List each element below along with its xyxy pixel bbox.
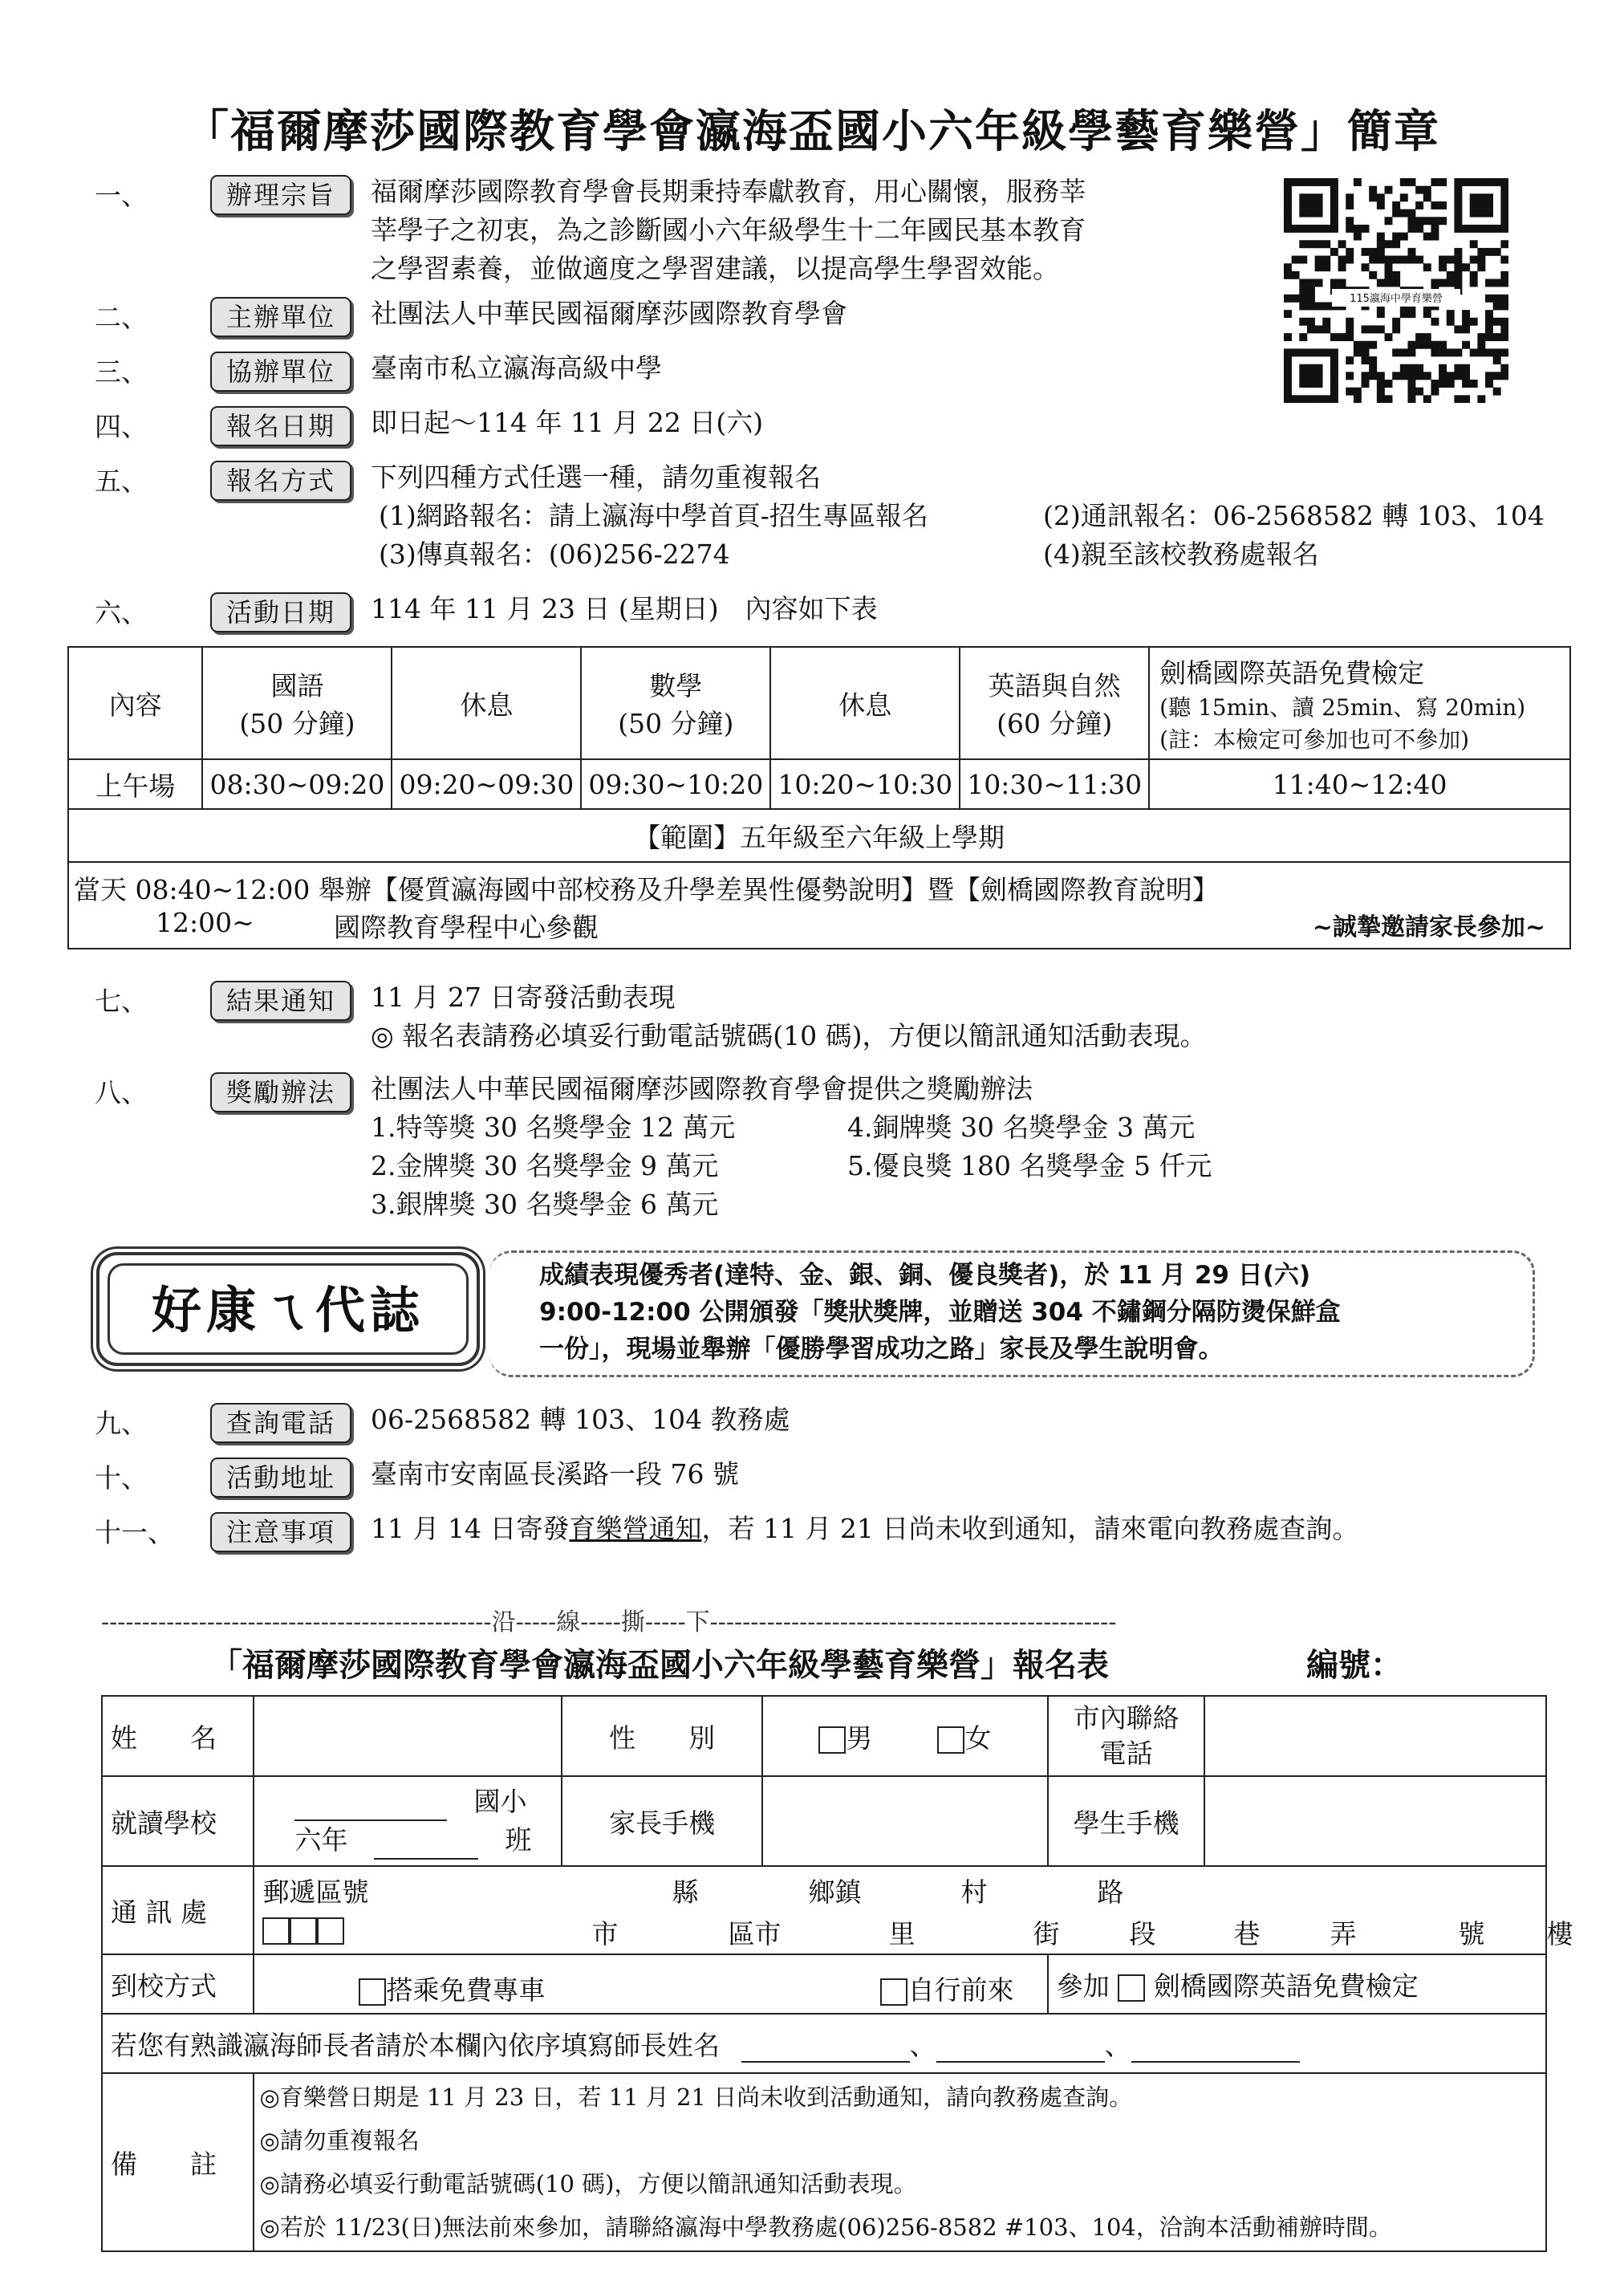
teacher-name-blank[interactable] [1131,2061,1300,2063]
schedule-col-break-2 [770,647,960,759]
separator: 、 [1104,2029,1131,2061]
col-duration: (50 分鐘) [239,708,355,739]
col-title: 英語與自然 [988,670,1121,701]
section-10-tag: 活動地址 [210,1458,351,1498]
section-11-num: 十一、 [95,1517,174,1548]
student-phone-label: 學生手機 [1048,1776,1205,1866]
section-5-num: 五、 [95,466,148,497]
teacher-row [102,2014,1546,2073]
qr-code-icon [1284,178,1508,403]
notice-part: ，若 11 月 21 日尚未收到通知，請來電向教務處查詢。 [701,1513,1359,1544]
school-field[interactable] [254,1776,562,1866]
addr-road: 路 [1097,1876,1124,1908]
section-7-num: 七、 [95,986,148,1017]
col-title: 休息 [838,689,892,721]
schedule-time: 08:30~09:20 [202,759,392,809]
registration-method-text: 下列四種方式任選一種，請勿重複報名 [371,461,821,493]
schedule-col-chinese [202,647,392,759]
section-8-num: 八、 [95,1077,148,1108]
addr-district: 區市 [728,1918,782,1950]
class-suffix: 班 [505,1824,532,1856]
separator: 、 [909,2029,936,2061]
reg-method-1: (1)網路報名：請上瀛海中學首頁-招生專區報名 [379,500,928,531]
addr-floor: 樓 [1546,1918,1573,1950]
col-title: 國語 [270,670,324,701]
award-item: 5.優良獎 180 名獎學金 5 仟元 [847,1150,1212,1181]
schedule-time: 09:20~09:30 [392,759,581,809]
name-label: 姓 名 [102,1696,254,1776]
remark-item: ◎請務必填妥行動電話號碼(10 碼)，方便以簡訊通知活動表現。 [259,2170,917,2198]
transport-options [254,1954,1047,2014]
form-number-label: 編號： [1306,1647,1403,1684]
parent-phone-field[interactable] [762,1776,1048,1866]
section-9-num: 九、 [95,1408,148,1439]
addr-lane: 巷 [1233,1918,1261,1950]
bus-label: 搭乘免費專車 [386,1974,546,2006]
reg-method-2: (2)通訊報名：06-2568582 轉 103、104 [1043,500,1545,531]
section-10-num: 十、 [95,1462,148,1494]
schedule-time: 10:20~10:30 [770,759,960,809]
section-3-num: 三、 [95,356,148,388]
self-checkbox[interactable] [880,1978,907,2006]
city-phone-field[interactable] [1204,1696,1546,1776]
schedule-time: 11:40~12:40 [1149,759,1570,809]
addr-township: 鄉鎮 [808,1876,862,1908]
reg-method-3: (3)傳真報名：(06)256-2274 [379,539,730,570]
section-11-tag: 注意事項 [210,1512,351,1552]
goodies-line: 成績表現優秀者(達特、金、銀、銅、優良獎者)，於 11 月 29 日(六) [539,1261,1311,1290]
section-7-tag: 結果通知 [210,981,351,1021]
schedule-head-label: 內容 [68,647,202,759]
col-title: 數學 [649,670,703,701]
schedule-col-cambridge [1149,647,1570,759]
award-intro: 社團法人中華民國福爾摩莎國際教育學會提供之獎勵辦法 [371,1073,1033,1104]
notice-text [371,1510,1358,1547]
addr-street: 街 [1033,1918,1060,1950]
schedule-invite: ~誠摯邀請家長參加~ [1312,913,1545,941]
student-phone-field[interactable] [1204,1776,1546,1866]
zip-boxes [262,1913,344,1945]
city-phone-label [1048,1696,1205,1776]
remark-item: ◎請勿重複報名 [259,2127,420,2154]
award-item: 1.特等獎 30 名獎學金 12 萬元 [371,1112,736,1143]
purpose-line-3: 之學習素養，並做適度之學習建議，以提高學生學習效能。 [371,253,1059,284]
zip-box[interactable] [262,1917,290,1945]
address-label: 通 訊 處 [102,1866,254,1954]
col-duration: (50 分鐘) [618,708,734,739]
city-phone-label-l2: 電話 [1099,1738,1153,1769]
cambridge-checkbox[interactable] [1118,1974,1145,2002]
schedule-col-break-1 [392,647,581,759]
award-item: 3.銀牌獎 30 名獎學金 6 萬元 [371,1189,719,1220]
section-6-tag: 活動日期 [210,592,351,632]
activity-date-text: 114 年 11 月 23 日 (星期日) 內容如下表 [371,593,878,624]
female-label: 女 [964,1722,992,1754]
addr-section: 段 [1129,1918,1156,1950]
schedule-scope: 【範圍】五年級至六年級上學期 [68,809,1570,862]
purpose-line-2: 莘學子之初衷，為之診斷國小六年級學生十二年國民基本教育 [371,214,1086,246]
goodies-text [539,1257,1341,1368]
schedule-col-math [581,647,770,759]
addr-alley: 弄 [1330,1918,1357,1950]
female-checkbox[interactable] [937,1726,964,1754]
qr-caption: 115瀛海中學育樂營 [1350,293,1443,305]
page-title: 「福爾摩莎國際教育學會瀛海盃國小六年級學藝育樂營」簡章 [184,106,1440,158]
award-item: 4.銅牌獎 30 名獎學金 3 萬元 [847,1112,1196,1143]
reg-method-4: (4)親至該校教務處報名 [1043,539,1319,570]
section-2-tag: 主辦單位 [210,297,351,337]
result-notice-line-1: 11 月 27 日寄發活動表現 [371,982,676,1013]
cambridge-note: (註：本檢定可參加也可不參加) [1159,726,1470,753]
section-2-num: 二、 [95,302,148,333]
cambridge-option [1048,1954,1546,2014]
section-3-tag: 協辦單位 [210,352,351,392]
city-phone-label-l1: 市內聯絡 [1073,1702,1179,1734]
goodies-line: 9:00-12:00 公開頒發「獎狀獎牌，並贈送 304 不鏽鋼分隔防燙保鮮盒 [539,1298,1341,1327]
notice-underlined: 育樂營通知 [569,1513,702,1544]
name-field[interactable] [254,1696,562,1776]
section-9-tag: 查詢電話 [210,1403,351,1443]
section-4-num: 四、 [95,411,148,442]
organizer-text: 社團法人中華民國福爾摩莎國際教育學會 [371,298,847,329]
co-organizer-text: 臺南市私立瀛海高級中學 [371,352,662,384]
parent-phone-label: 家長手機 [562,1776,762,1866]
school-label: 就讀學校 [102,1776,254,1866]
purpose-line-1: 福爾摩莎國際教育學會長期秉持奉獻教育，用心關懷，服務莘 [371,176,1086,207]
addr-county: 縣 [672,1876,699,1908]
male-checkbox[interactable] [818,1726,846,1754]
notice-part: 11 月 14 日寄發 [371,1513,570,1544]
col-duration: (60 分鐘) [997,708,1113,739]
bus-checkbox[interactable] [359,1978,386,2006]
cambridge-option-label: 劍橋國際英語免費檢定 [1153,1970,1419,2002]
goodies-label: 好康ㄟ代誌 [108,1263,469,1355]
schedule-note-2-text: 國際教育學程中心參觀 [334,911,599,943]
schedule-table [67,646,1571,949]
addr-village: 村 [960,1876,988,1908]
class-blank[interactable] [374,1858,478,1860]
male-label: 男 [846,1722,873,1754]
award-item: 2.金牌獎 30 名獎學金 9 萬元 [371,1150,719,1181]
schedule-row-label: 上午場 [68,759,202,809]
teacher-row-label: 若您有熟識瀛海師長者請於本欄內依序填寫師長姓名 [111,2029,720,2061]
teacher-name-blank[interactable] [741,2061,910,2063]
section-1-num: 一、 [95,180,148,211]
schedule-note-2-time: 12:00~ [156,906,254,938]
transport-label: 到校方式 [102,1954,254,2014]
form-title: 「福爾摩莎國際教育學會瀛海盃國小六年級學藝育樂營」報名表 [210,1647,1109,1684]
zip-box[interactable] [290,1917,317,1945]
schedule-time: 09:30~10:20 [581,759,770,809]
teacher-name-blank[interactable] [936,2061,1105,2063]
schedule-note-1: 當天 08:40~12:00 舉辦【優質瀛海國中部校務及升學差異性優勢說明】暨【劍橋國際教育說明】 [74,873,1219,905]
join-label: 參加 [1056,1970,1110,2002]
addr-zip-label: 郵遞區號 [262,1876,369,1908]
self-label: 自行前來 [907,1974,1014,2006]
section-5-tag: 報名方式 [210,461,351,501]
remark-label: 備 註 [102,2073,254,2251]
addr-li: 里 [888,1918,916,1950]
result-notice-line-2: ◎ 報名表請務必填妥行動電話號碼(10 碼)，方便以簡訊通知活動表現。 [371,1020,1207,1051]
schedule-time: 10:30~11:30 [960,759,1149,809]
remark-item: ◎若於 11/23(日)無法前來參加，請聯絡瀛海中學教務處(06)256-8582 #103、104，洽詢本活動補辦時間。 [259,2214,1392,2241]
gender-options [762,1696,1048,1776]
cambridge-detail: (聽 15min、讀 25min、寫 20min) [1159,693,1526,721]
cambridge-title: 劍橋國際英語免費檢定 [1159,657,1425,689]
section-8-tag: 獎勵辦法 [210,1072,351,1112]
gender-label: 性 別 [562,1696,762,1776]
zip-box[interactable] [317,1917,344,1945]
remarks [254,2073,1546,2251]
goodies-badge [96,1252,480,1366]
schedule-notes [68,862,1570,949]
remark-item: ◎育樂營日期是 11 月 23 日，若 11 月 21 日尚未收到活動通知，請向教務處查詢。 [259,2084,1133,2111]
inquiry-phone: 06-2568582 轉 103、104 教務處 [371,1404,790,1435]
activity-address: 臺南市安南區長溪路一段 76 號 [371,1458,739,1490]
schedule-col-english-science [960,647,1149,759]
addr-number: 號 [1458,1918,1485,1950]
grade-prefix: 六年 [294,1824,348,1856]
section-6-num: 六、 [95,597,148,628]
registration-form-table [101,1695,1573,2252]
school-suffix: 國小 [473,1786,527,1817]
goodies-line: 一份」，現場並舉辦「優勝學習成功之路」家長及學生說明會。 [539,1335,1224,1364]
cut-line: ------------------------------------------------沿-----線-----撕-----下-------------------------------------------------- [101,1608,1117,1636]
col-title: 休息 [460,689,514,721]
section-1-tag: 辦理宗旨 [210,175,351,215]
address-field[interactable] [254,1866,1573,1954]
addr-city: 市 [591,1918,619,1950]
section-4-tag: 報名日期 [210,406,351,446]
registration-date-text: 即日起～114 年 11 月 22 日(六) [371,407,764,438]
